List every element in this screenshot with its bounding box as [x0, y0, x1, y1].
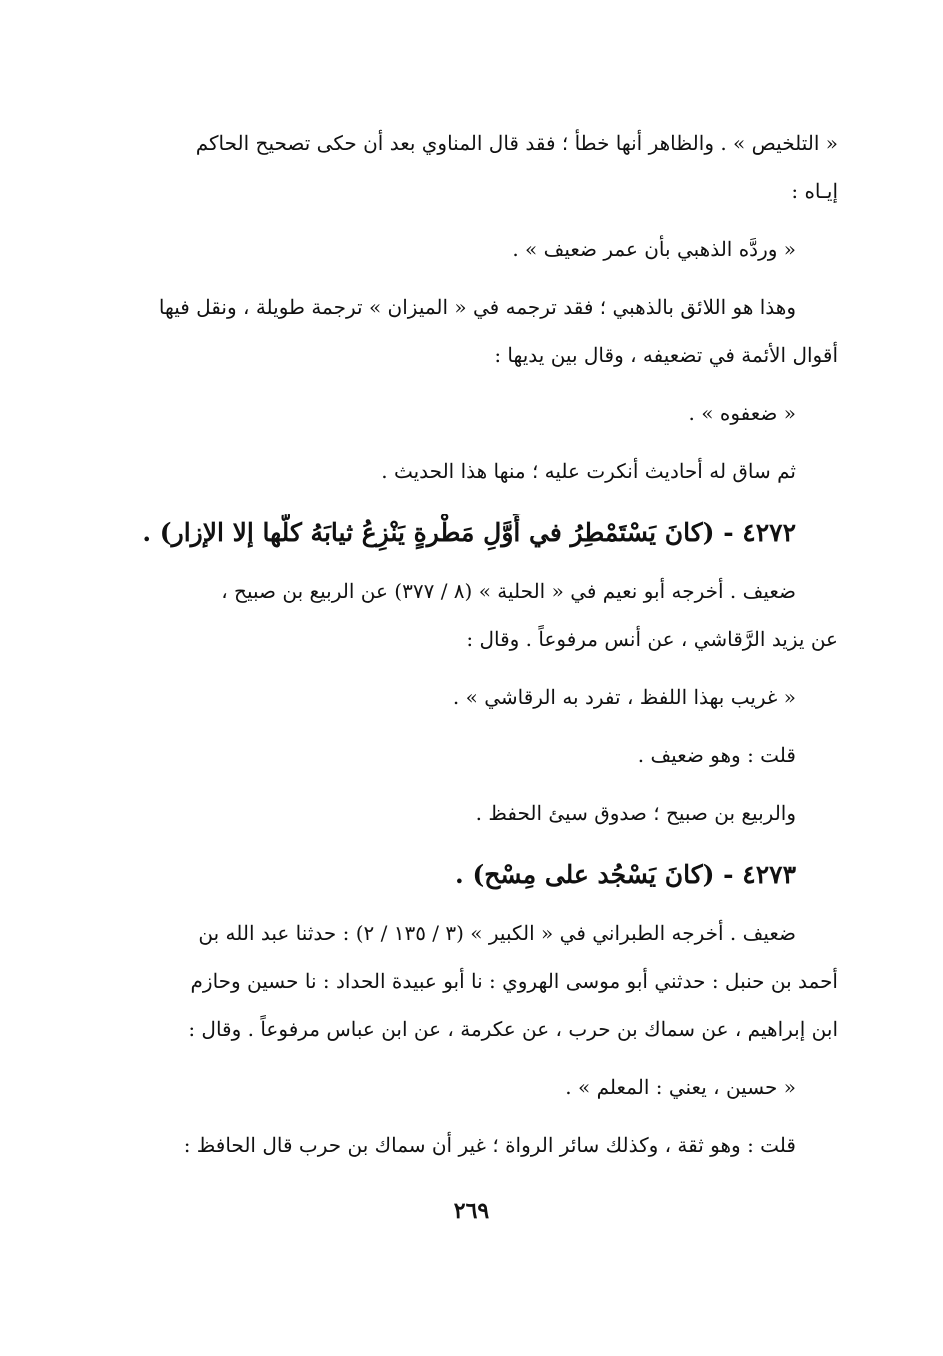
quote-line: « وردَّه الذهبي بأن عمر ضعيف » . — [512, 237, 796, 261]
text-line: إيـاه : — [791, 179, 838, 203]
hadith-heading: ٤٢٧٢ - (كانَ يَسْتَمْطِرُ في أَوَّلِ مَطْرةٍ يَنْزِعُ ثيابَهُ كلَّها إلا الإزار) . — [142, 518, 796, 547]
text-line: والربيع بن صبيح ؛ صدوق سيئ الحفظ . — [475, 801, 796, 825]
text-line: ضعيف . أخرجه الطبراني في « الكبير » (٣ / ١٣٥ / ٢) : حدثنا عبد الله بن — [198, 921, 796, 945]
page-number: ٢٦٩ — [453, 1198, 490, 1224]
text-line: « التلخيص » . والظاهر أنها خطأ ؛ فقد قال المناوي بعد أن حكى تصحيح الحاكم — [195, 131, 838, 155]
text-line: وهذا هو اللائق بالذهبي ؛ فقد ترجمه في « الميزان » ترجمة طويلة ، ونقل فيها — [158, 295, 796, 319]
text-line: قلت : وهو ضعيف . — [637, 743, 796, 767]
hadith-heading: ٤٢٧٣ - (كانَ يَسْجُد على مِسْح) . — [455, 860, 796, 889]
text-line: ابن إبراهيم ، عن سماك بن حرب ، عن عكرمة ، عن ابن عباس مرفوعاً . وقال : — [188, 1017, 838, 1041]
text-line: ضعيف . أخرجه أبو نعيم في « الحلية » (٨ / ٣٧٧) عن الربيع بن صبيح ، — [221, 579, 796, 603]
quote-line: « غريب بهذا اللفظ ، تفرد به الرقاشي » . — [452, 685, 796, 709]
text-line: أقوال الأئمة في تضعيفه ، وقال بين يديها : — [494, 343, 838, 367]
text-line: قلت : وهو ثقة ، وكذلك سائر الرواة ؛ غير أن سماك بن حرب قال الحافظ : — [183, 1133, 796, 1157]
page-body — [130, 128, 838, 1188]
quote-line: « حسين ، يعني : المعلم » . — [565, 1075, 796, 1099]
text-line: أحمد بن حنبل : حدثني أبو موسى الهروي : نا أبو عبيدة الحداد : نا حسين وحازم — [190, 969, 838, 993]
text-line: عن يزيد الرَّقاشي ، عن أنس مرفوعاً . وقال : — [466, 627, 838, 651]
quote-line: « ضعفوه » . — [688, 401, 796, 425]
text-line: ثم ساق له أحاديث أنكرت عليه ؛ منها هذا الحديث . — [381, 459, 796, 483]
